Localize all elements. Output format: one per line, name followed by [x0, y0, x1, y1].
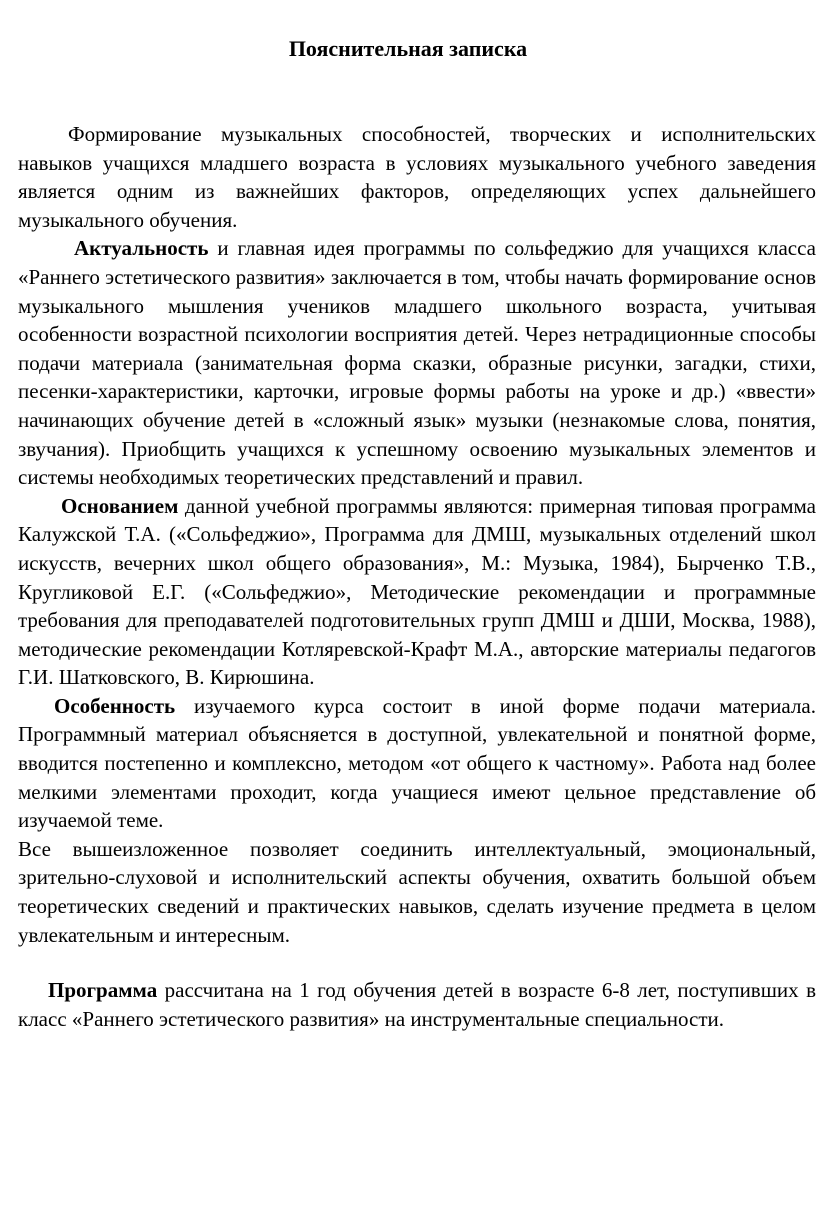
paragraph-basis [18, 492, 816, 692]
page-title: Пояснительная записка [288, 36, 528, 61]
paragraph-intro-text: Формирование музыкальных способностей, творческих и исполнительских навыков учащихся младшего возраста в условиях музыкального учебного заведения является одним из важнейших факторов, определяющих успех дальнейшего музыкального обучения. [18, 122, 816, 232]
summary-text: Все вышеизложенное позволяет соединить интеллектуальный, эмоциональный, зрительно-слуховой и исполнительский аспекты обучения, охватить большой объем теоретических сведений и практических навыков, сделать изучение предмета в целом увлекательным и интересным. [18, 836, 816, 947]
relevance-heading: Актуальность [74, 236, 209, 261]
relevance-text: и главная идея программы по сольфеджио для учащихся класса «Раннего эстетического развития» заключается в том, чтобы начать формирование основ музыкального мышления учеников младшего школьного возраста, учитывая особенности возрастной психологии восприятия детей. Через нетрадиционные способы подачи материала (занимательная форма сказки, образные рисунки, загадки, стихи, песенки-характеристики, карточки, игровые формы работы на уроке и др.) «ввести» начинающих обучение детей в «сложный язык» музыки (незнакомые слова, понятия, звучания). Приобщить учащихся к успешному освоению музыкальных элементов и системы необходимых теоретических представлений и правил. [18, 236, 816, 490]
feature-heading: Особенность [54, 693, 176, 718]
paragraph-intro [18, 120, 816, 234]
basis-text: данной учебной программы являются: примерная типовая программа Калужской Т.А. («Сольфеджио», Программа для ДМШ, музыкальных отделений школ искусств, вечерних школ общего образования», М.: Музыка, 1984), Бырченко Т.В., Кругликовой Е.Г. («Сольфеджио», Методические рекомендации и программные требования для преподавателей подготовительных групп ДМШ и ДШИ, Москва, 1988), методические рекомендации Котляревской-Крафт М.А., авторские материалы педагогов Г.И. Шатковского, В. Кирюшина. [18, 493, 816, 690]
program-heading: Программа [48, 978, 158, 1003]
feature-text: изучаемого курса состоит в иной форме подачи материала. Программный материал объясняется в доступной, увлекательной и понятной форме, вводится постепенно и комплексно, методом «от общего к частному». Работа над более мелкими элементами проходит, когда учащиеся имеют цельное представление об изучаемой теме. [18, 693, 816, 833]
program-text: рассчитана на 1 год обучения детей в возрасте 6-8 лет, поступивших в класс «Раннего эстетического развития» на инструментальные специальности. [18, 978, 816, 1031]
paragraph-summary [18, 835, 816, 949]
paragraph-program [18, 976, 816, 1033]
paragraph-feature [18, 692, 816, 835]
document-body [18, 120, 816, 1033]
basis-heading: Основанием [61, 493, 179, 518]
paragraph-relevance [18, 234, 816, 491]
